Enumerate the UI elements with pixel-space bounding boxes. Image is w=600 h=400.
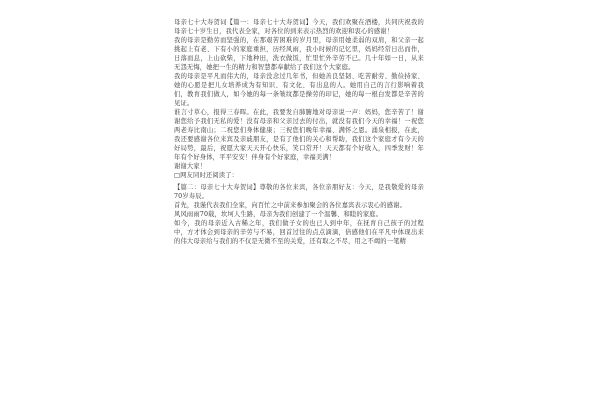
paragraph-hardworking-mother: 我的母亲是勤劳而坚强的，在那艰苦困难的岁月里，母亲用她柔弱的双肩，和父亲一起挑起上有老、下有小的家庭重担，历经风雨，我小时候的记忆里，妈妈经常日出而作，日落而息，上山砍柴，下地种田，洗衣做饭，忙里忙外辛劳不已。几十年如一日，从来无怨无悔，她把一生的精力和智慧都奉献给了我们这个大家庭。 (174, 37, 424, 71)
paragraph-ordinary-great: 我的母亲是平凡而伟大的，母亲没念过几年书，但她善良坚韧、吃苦耐劳、勤俭持家、她的心愿是把儿女培养成为有知识、有文化、有出息的人。她用自己的言行影响着我们，教育我们做人，如今她的每一条皱纹都是操劳的印记，她的每一根白发都是辛苦的见证。 (174, 73, 424, 107)
paragraph-article-two-title: 【篇二：母亲七十大寿贺词】尊敬的各位来宾，各位亲朋好友：今天，是我敬爱的母亲70岁寿辰。 (174, 184, 424, 200)
paragraph-article-two-now: 如今，我的母亲近入古稀之年，我们做子女的也已人到中年，在抚育自己孩子的过程中，方才体会到母亲的辛劳与不易，回首过往的点点滴滴，倍感他们在平凡中体现出来的伟大母亲给与我们的不仅是无微不至的关爱，还有取之不尽，用之不竭的一笔精 (174, 220, 424, 245)
paragraph-thank-you: 谢谢大家！ (174, 163, 207, 170)
paragraph-article-two-thanks: 首先，我谨代表我们全家，向百忙之中前来参加聚会的各位嘉宾表示衷心的感谢。 (174, 202, 407, 209)
paragraph-thanks: 谁言寸草心，报得三春晖。在此，我要发自肺腑地对母亲说一声：妈妈，您辛苦了！谢谢您给予我们无私的爱！没有母亲和父亲过去的付出，就没有我们今天的幸福！一祝您两老寿比南山；二祝您们身体健康；三祝您们晚年幸福、满怀之恩。涌泉相报，在此，我还要感谢各位来宾及亲戚朋友，是有了他们的关心和帮助，我们这个家庭才有今天的好局势，最后，祝愿大家天天开心快乐，笑口常开！天天都有个好收入，四季发财！年年有个好身体，平平安安！伴身有个好家庭，幸福美满！ (174, 109, 424, 161)
paragraph-article-two-family: 风风雨雨70载，坎坷人生路，母亲为我们创建了一个温馨、和睦的家庭。 (174, 211, 383, 218)
paragraph-intro: 母亲七十大寿贺词【篇一：母亲七十大寿贺词】今天，我们欢聚在酒楼，共同庆祝我的母亲七十岁生日，我代表全家，对各位的到来表示热烈的欢迎和衷心的感谢！ (174, 19, 424, 35)
document-page (174, 18, 424, 388)
related-reading-label: □网友同时还阅读了： (174, 172, 239, 179)
